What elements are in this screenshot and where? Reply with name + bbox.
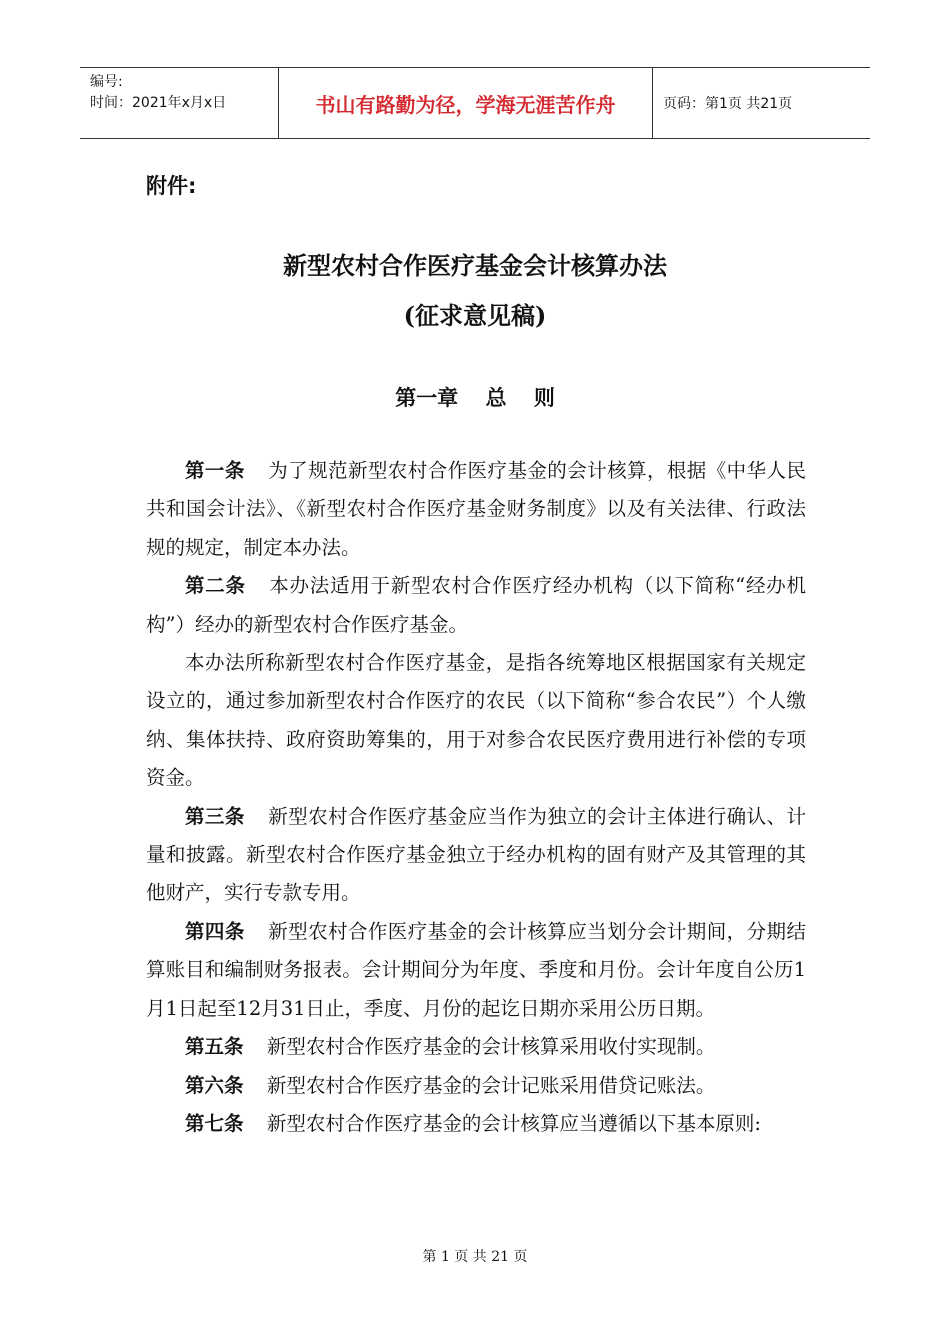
paragraph-text: 本办法所称新型农村合作医疗基金，是指各统筹地区根据国家有关规定设立的，通过参加新型农村合作医疗的农民（以下简称“参合农民”）个人缴纳、集体扶持、政府资助筹集的，用于对参合农民医疗费用进行补偿的专项资金。 [146,651,806,790]
paragraph [146,1067,806,1105]
article-label: 第六条 [185,1073,244,1097]
document-subtitle: (征求意见稿) [403,301,547,330]
document-header [80,67,870,139]
article-label: 第七条 [185,1111,244,1135]
paragraph [146,452,806,567]
paragraph-text: 新型农村合作医疗基金的会计核算应当遵循以下基本原则: [266,1111,761,1135]
article-label: 第三条 [185,804,245,828]
article-label: 第四条 [185,919,245,943]
paragraph-text: 新型农村合作医疗基金的会计记账采用借贷记账法。 [266,1073,716,1097]
header-number-label: 编号: [90,74,123,90]
header-time-label: 时间：2021年x月x日 [90,95,227,111]
paragraph-text: 为了规范新型农村合作医疗基金的会计核算，根据《中华人民共和国会计法》、《新型农村合作医疗基金财务制度》以及有关法律、行政法规的规定，制定本办法。 [146,459,806,559]
paragraph [146,644,806,798]
document-title: 新型农村合作医疗基金会计核算办法 [283,251,667,280]
paragraph-text: 新型农村合作医疗基金的会计核算应当划分会计期间，分期结算账目和编制财务报表。会计期间分为年度、季度和月份。会计年度自公历1月1日起至12月31日止，季度、月份的起讫日期亦采用公历日期。 [146,919,806,1020]
paragraph-text: 新型农村合作医疗基金的会计核算采用收付实现制。 [266,1035,716,1059]
paragraph [146,798,806,913]
paragraph-text: 新型农村合作医疗基金应当作为独立的会计主体进行确认、计量和披露。新型农村合作医疗基金独立于经办机构的固有财产及其管理的其他财产，实行专款专用。 [146,804,806,905]
header-meta [80,68,279,138]
article-label: 第二条 [185,574,246,598]
paragraph [146,1028,806,1066]
chapter-heading [0,382,950,412]
article-label: 第五条 [185,1035,244,1059]
attachment-label: 附件: [146,174,197,198]
chapter-name-1: 总 [485,386,507,410]
page-footer: 第 1 页 共 21 页 [422,1249,528,1265]
article-label: 第一条 [185,459,245,482]
paragraph [146,567,806,644]
document-body [146,452,806,1143]
chapter-number: 第一章 [395,386,459,410]
chapter-name-2: 则 [533,386,555,410]
header-page-info: 页码：第1页 共21页 [663,96,793,112]
paragraph [146,913,806,1028]
paragraph-text: 本办法适用于新型农村合作医疗经办机构（以下简称“经办机构”）经办的新型农村合作医疗基金。 [146,574,806,636]
paragraph [146,1105,806,1143]
header-motto: 书山有路勤为径，学海无涯苦作舟 [279,68,653,138]
